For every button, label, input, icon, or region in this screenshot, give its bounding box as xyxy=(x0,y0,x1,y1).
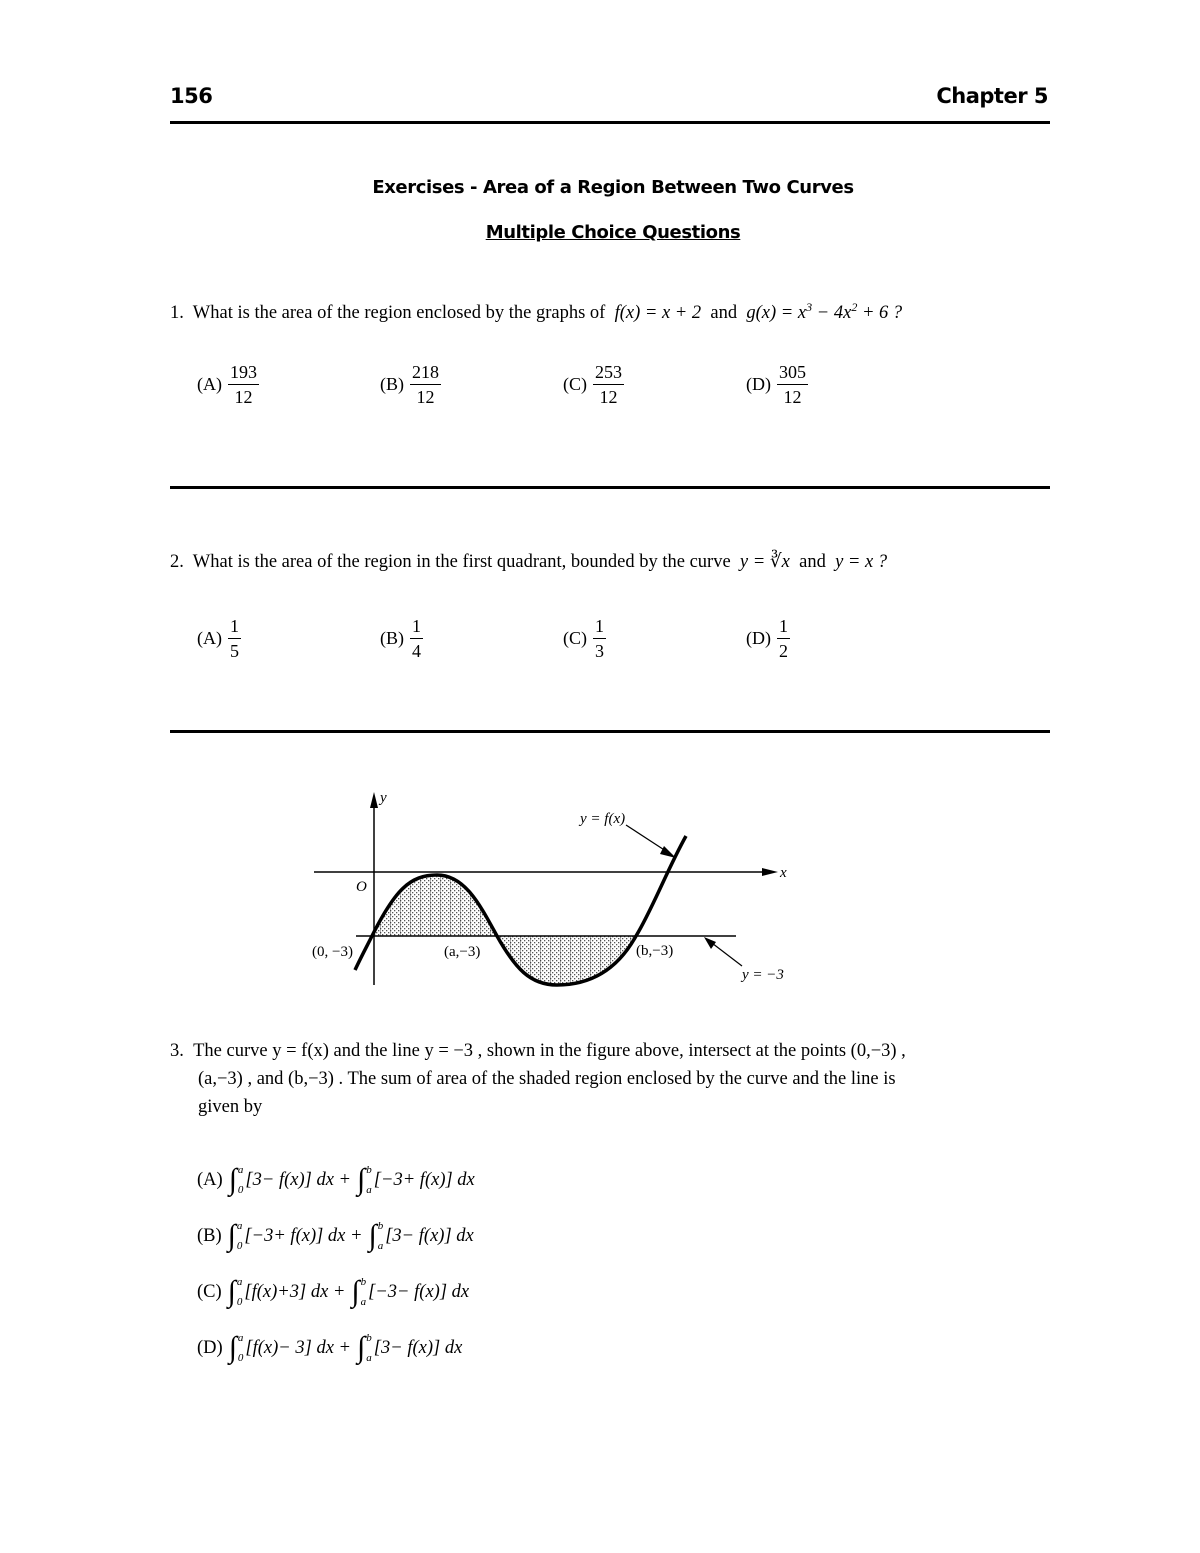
x-axis-arrow xyxy=(762,868,778,876)
point-b-label: (b,−3) xyxy=(636,943,674,959)
lower-limit: 0 xyxy=(237,1352,244,1364)
question-3-text xyxy=(170,1037,906,1121)
option-label: (C) xyxy=(197,1281,222,1302)
pointer-arrowhead xyxy=(704,937,716,949)
exponent: 3 xyxy=(806,300,813,314)
option-label: (B) xyxy=(380,374,404,394)
line-equation: y = x ? xyxy=(835,552,888,572)
numerator: 305 xyxy=(777,360,808,385)
upper-limit: a xyxy=(236,1276,243,1288)
denominator: 4 xyxy=(412,641,421,661)
upper-limit: a xyxy=(237,1164,244,1176)
point-0-label: (0, −3) xyxy=(312,944,353,960)
x-axis-label: x xyxy=(780,865,787,881)
option-label: (D) xyxy=(746,374,771,394)
page-title: Exercises - Area of a Region Between Two Curves xyxy=(372,177,854,198)
option-label: (D) xyxy=(746,628,771,648)
numerator: 1 xyxy=(410,614,423,639)
integral-sign: ∫ a 0 xyxy=(228,1272,243,1312)
curve-equation: y = ∛x xyxy=(739,552,790,572)
function-g-end: + 6 ? xyxy=(857,303,903,324)
conjunction: and xyxy=(799,552,826,572)
integrand: [f(x)+3] dx + xyxy=(244,1281,346,1302)
integrand: [3− f(x)] dx + xyxy=(245,1169,352,1190)
integrand: [f(x)− 3] dx + xyxy=(245,1337,352,1358)
option-label: (A) xyxy=(197,1169,223,1190)
integral-sign: ∫ b a xyxy=(369,1216,384,1256)
numerator: 1 xyxy=(777,614,790,639)
upper-limit: a xyxy=(237,1332,244,1344)
q3-option-a[interactable] xyxy=(197,1160,475,1200)
denominator: 3 xyxy=(595,641,604,661)
option-label: (B) xyxy=(197,1225,222,1246)
integrand: [3− f(x)] dx xyxy=(385,1225,474,1246)
question-3-line-2: (a,−3) , and (b,−3) . The sum of area of the shaded region enclosed by the curve and the line is xyxy=(198,1069,896,1089)
function-g-base: g(x) = x xyxy=(746,303,807,324)
question-3-line-3: given by xyxy=(198,1097,263,1117)
curve-label: y = f(x) xyxy=(580,811,626,827)
question-number: 2. xyxy=(170,552,184,572)
shaded-region-right xyxy=(497,936,636,985)
denominator: 12 xyxy=(783,387,802,407)
numerator: 1 xyxy=(228,614,241,639)
integral-sign: ∫ a 0 xyxy=(229,1160,244,1200)
line-label: y = −3 xyxy=(742,967,784,983)
lower-limit: a xyxy=(366,1352,372,1364)
lower-limit: 0 xyxy=(237,1184,244,1196)
y-axis-label: y xyxy=(380,790,387,806)
y-axis-arrow xyxy=(370,792,378,808)
denominator: 2 xyxy=(779,641,788,661)
lower-limit: a xyxy=(366,1184,372,1196)
integral-sign: ∫ b a xyxy=(357,1328,372,1368)
denominator: 12 xyxy=(599,387,618,407)
integral-sign: ∫ a 0 xyxy=(228,1216,243,1256)
pointer-arrowhead xyxy=(660,846,676,858)
upper-limit: b xyxy=(366,1164,372,1176)
integral-sign: ∫ b a xyxy=(357,1160,372,1200)
q3-option-c[interactable] xyxy=(197,1272,469,1312)
integral-sign: ∫ a 0 xyxy=(229,1328,244,1368)
q3-option-d[interactable] xyxy=(197,1328,462,1368)
numerator: 1 xyxy=(593,614,606,639)
option-label: (A) xyxy=(197,374,222,394)
option-label: (C) xyxy=(563,628,587,648)
denominator: 5 xyxy=(230,641,239,661)
page-number: 156 xyxy=(170,84,213,108)
option-label: (D) xyxy=(197,1337,223,1358)
numerator: 253 xyxy=(593,360,624,385)
question-prompt: What is the area of the region enclosed by the graphs of xyxy=(192,303,606,324)
question-3-line-1 xyxy=(170,1037,906,1065)
option-label: (A) xyxy=(197,628,222,648)
function-g-mid: − 4x xyxy=(812,303,852,324)
upper-limit: b xyxy=(360,1276,367,1288)
section-subtitle: Multiple Choice Questions xyxy=(485,222,741,243)
integrand: [−3+ f(x)] dx xyxy=(373,1169,475,1190)
question-number: 3. xyxy=(170,1041,184,1061)
integral-sign: ∫ b a xyxy=(351,1272,366,1312)
exponent: 2 xyxy=(851,300,858,314)
lower-limit: 0 xyxy=(236,1240,243,1252)
function-f: f(x) = x + 2 xyxy=(614,303,702,324)
question-prompt: The curve y = f(x) and the line y = −3 , shown in the figure above, intersect at the points (0,−3) , xyxy=(193,1041,906,1061)
lower-limit: a xyxy=(360,1296,367,1308)
upper-limit: a xyxy=(236,1220,243,1232)
question-prompt: What is the area of the region in the first quadrant, bounded by the curve xyxy=(192,552,731,572)
point-a-label: (a,−3) xyxy=(444,944,481,960)
q3-option-b[interactable] xyxy=(197,1216,474,1256)
integrand: [3− f(x)] dx xyxy=(373,1337,463,1358)
conjunction: and xyxy=(710,303,738,324)
numerator: 218 xyxy=(410,360,441,385)
option-label: (B) xyxy=(380,628,404,648)
chapter-label: Chapter 5 xyxy=(936,84,1048,108)
lower-limit: 0 xyxy=(236,1296,243,1308)
lower-limit: a xyxy=(377,1240,384,1252)
upper-limit: b xyxy=(366,1332,372,1344)
origin-label: O xyxy=(356,879,367,895)
integrand: [−3− f(x)] dx xyxy=(368,1281,470,1302)
option-label: (C) xyxy=(563,374,587,394)
question-number: 1. xyxy=(170,303,184,324)
integrand: [−3+ f(x)] dx + xyxy=(244,1225,363,1246)
denominator: 12 xyxy=(416,387,435,407)
upper-limit: b xyxy=(377,1220,384,1232)
numerator: 193 xyxy=(228,360,259,385)
denominator: 12 xyxy=(234,387,253,407)
